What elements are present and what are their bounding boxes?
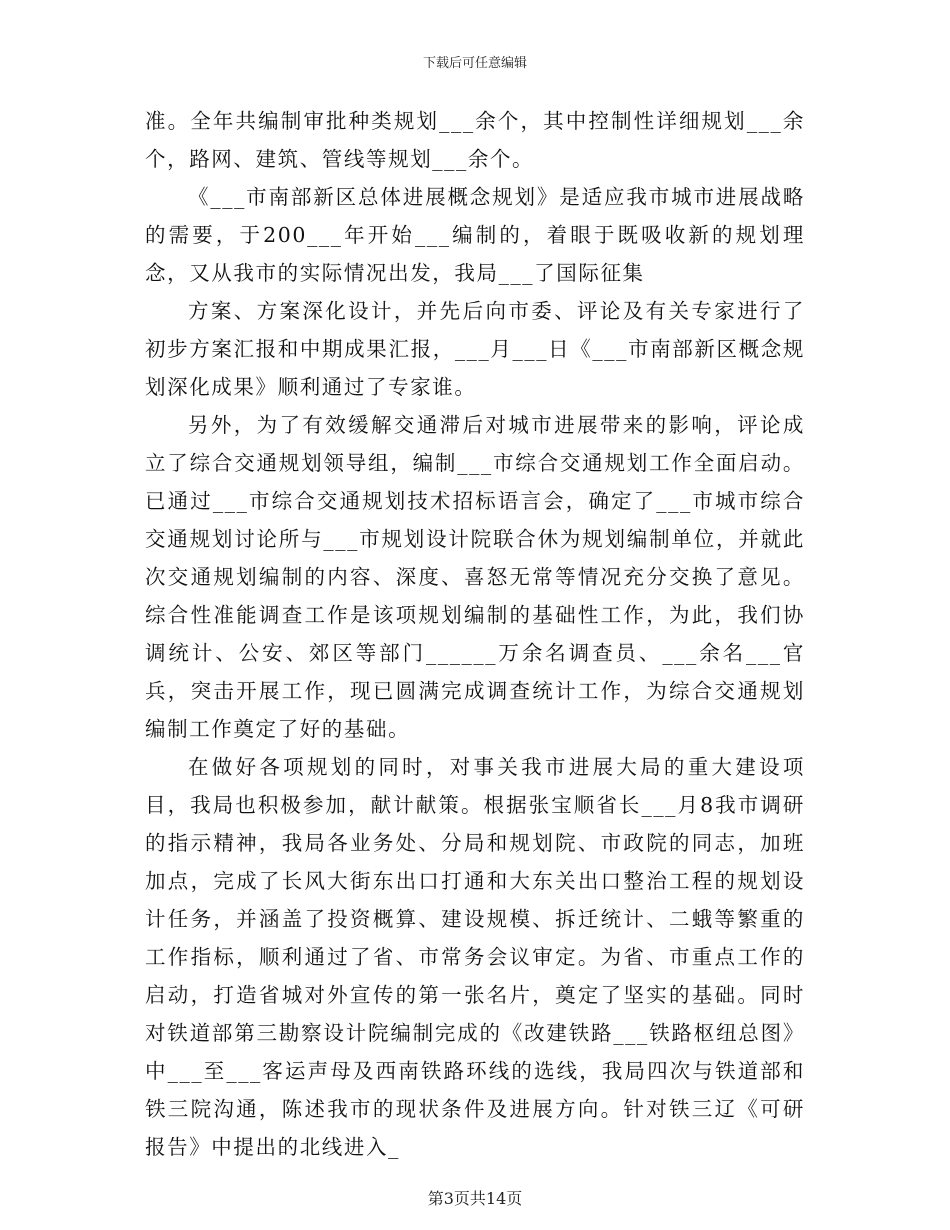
- paragraph-1: 准。全年共编制审批种类规划___余个，其中控制性详细规划___余个，路网、建筑、管线等规划___余个。: [145, 109, 805, 171]
- page-footer: 第3页共14页: [427, 1189, 523, 1208]
- paragraph-4: 另外，为了有效缓解交通滞后对城市进展带来的影响，评论成立了综合交通规划领导组，编制___市综合交通规划工作全面启动。已通过___市综合交通规划技术招标语言会，确定了___市城市综合交通规划讨论所与___市规划设计院联合休为规划编制单位，并就此次交通规划编制的内容、深度、喜怒无常等情况充分交换了意见。综合性准能调查工作是该项规划编制的基础性工作，为此，我们协调统计、公安、郊区等部门______万余名调查员、___余名___官兵，突击开展工作，现已圆满完成调查统计工作，为综合交通规划编制工作奠定了好的基础。: [145, 413, 805, 741]
- page-header: 下载后可任意编辑: [422, 56, 527, 71]
- paragraph-5: 在做好各项规划的同时，对事关我市进展大局的重大建设项目，我局也积极参加，献计献策。根据张宝顺省长___月8我市调研的指示精神，我局各业务处、分局和规划院、市政院的同志，加班加点，完成了长风大街东出口打通和大东关出口整治工程的规划设计任务，并涵盖了投资概算、建设规模、拆迁统计、二蛾等繁重的工作指标，顺利通过了省、市常务会议审定。为省、市重点工作的启动，打造省城对外宣传的第一张名片，奠定了坚实的基础。同时对铁道部第三勘察设计院编制完成的《改建铁路___铁路枢纽总图》中___至___客运声母及西南铁路环线的选线，我局四次与铁道部和铁三院沟通，陈述我市的现状条件及进展方向。针对铁三辽《可研报告》中提出的北线进入_: [145, 755, 805, 1159]
- paragraph-2: 《___市南部新区总体进展概念规划》是适应我市城市进展战略的需要，于200___年开始___编制的，着眼于既吸收新的规划理念，又从我市的实际情况出发，我局___了国际征集: [145, 185, 805, 285]
- paragraph-3: 方案、方案深化设计，并先后向市委、评论及有关专家进行了初步方案汇报和中期成果汇报，___月___日《___市南部新区概念规划深化成果》顺利通过了专家谁。: [145, 299, 805, 399]
- document-body: [145, 102, 805, 1166]
